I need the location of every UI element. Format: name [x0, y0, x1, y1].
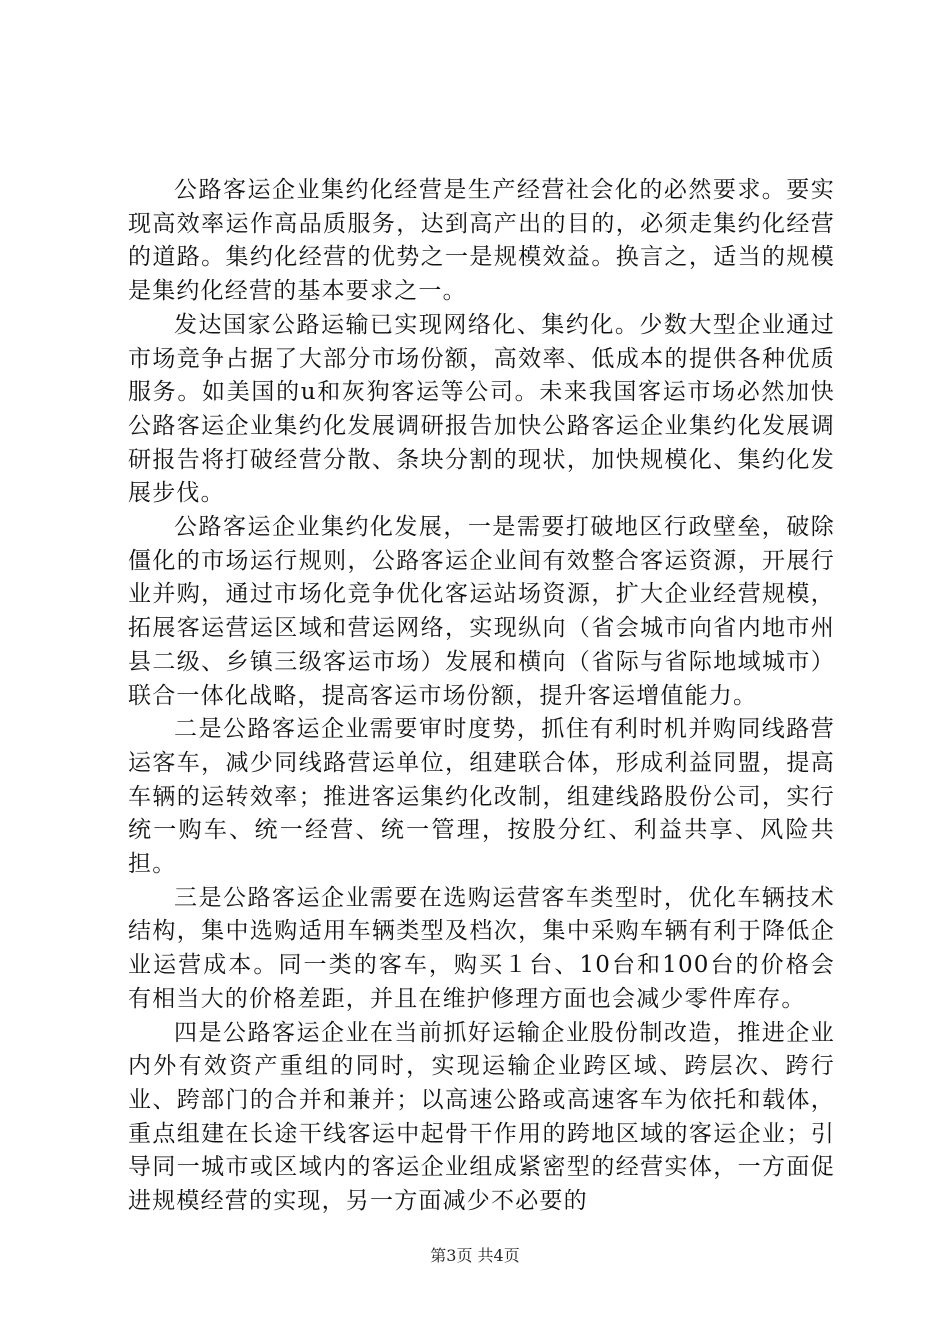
paragraph: 三是公路客运企业需要在选购运营客车类型时，优化车辆技术结构，集中选购适用车辆类型及档次，集中采购车辆有利于降低企业运营成本。同一类的客车，购买１台、10台和100台的价格会有相当大的价格差距，并且在维护修理方面也会减少零件库存。 [128, 884, 835, 1012]
paragraph: 二是公路客运企业需要审时度势，抓住有利时机并购同线路营运客车，减少同线路营运单位，组建联合体，形成利益同盟，提高车辆的运转效率；推进客运集约化改制，组建线路股份公司，实行统一购车、统一经营、统一管理，按股分红、利益共享、风险共担。 [128, 716, 835, 878]
page-number: 第3页 共4页 [430, 1246, 520, 1265]
page-footer [0, 1246, 950, 1266]
paragraph: 四是公路客运企业在当前抓好运输企业股份制改造，推进企业内外有效资产重组的同时，实现运输企业跨区域、跨层次、跨行业、跨部门的合并和兼并；以高速公路或高速客车为依托和载体，重点组建在长途干线客运中起骨干作用的跨地区域的客运企业；引导同一城市或区域内的客运企业组成紧密型的经营实体，一方面促进规模经营的实现，另一方面减少不必要的 [128, 1019, 835, 1215]
document-body [128, 174, 835, 1219]
paragraph: 公路客运企业集约化经营是生产经营社会化的必然要求。要实现高效率运作高品质服务，达到高产出的目的，必须走集约化经营的道路。集约化经营的优势之一是规模效益。换言之，适当的规模是集约化经营的基本要求之一。 [128, 177, 835, 305]
paragraph: 发达国家公路运输已实现网络化、集约化。少数大型企业通过市场竞争占据了大部分市场份额，高效率、低成本的提供各种优质服务。如美国的u和灰狗客运等公司。未来我国客运市场必然加快公路客运企业集约化发展调研报告加快公路客运企业集约化发展调研报告将打破经营分散、条块分割的现状，加快规模化、集约化发展步伐。 [128, 311, 835, 507]
paragraph: 公路客运企业集约化发展，一是需要打破地区行政壁垒，破除僵化的市场运行规则，公路客运企业间有效整合客运资源，开展行业并购，通过市场化竞争优化客运站场资源，扩大企业经营规模，拓展客运营运区域和营运网络，实现纵向（省会城市向省内地市州县二级、乡镇三级客运市场）发展和横向（省际与省际地域城市）联合一体化战略，提高客运市场份额，提升客运增值能力。 [128, 514, 835, 709]
